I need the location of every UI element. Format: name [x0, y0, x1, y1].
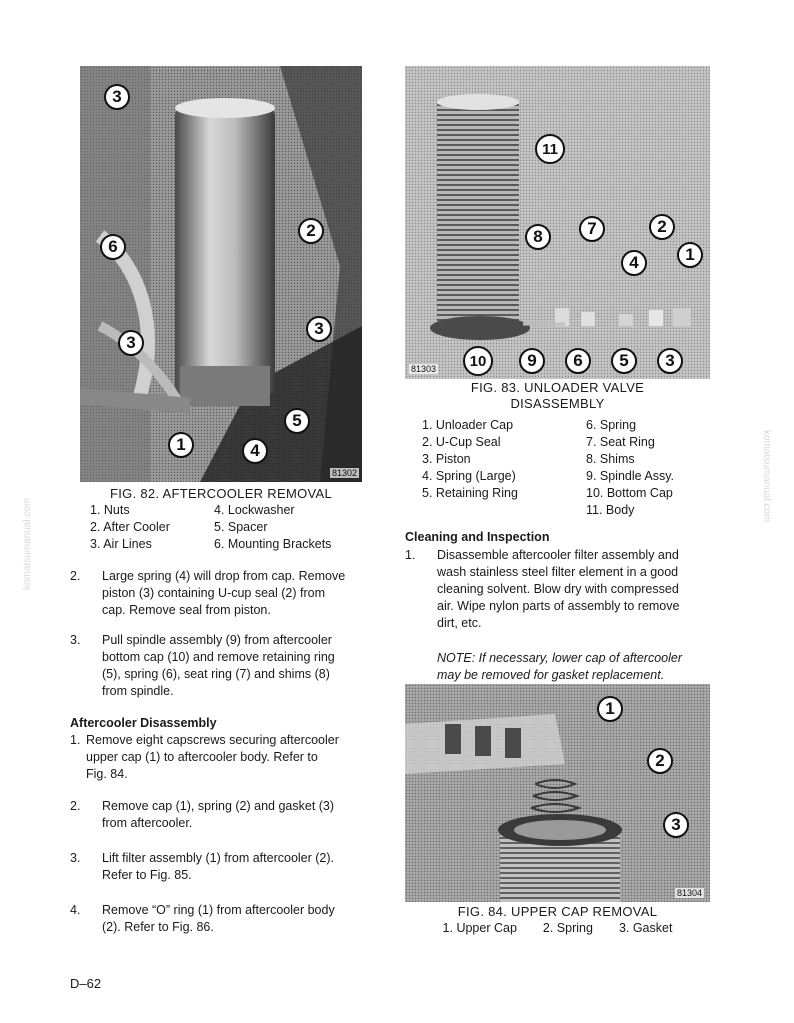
fig83-callout-1: 1 [677, 242, 703, 268]
legend-item: 10. Bottom Cap [586, 486, 673, 500]
legend-item: 2. U-Cup Seal [422, 435, 501, 449]
fig82-caption: FIG. 82. AFTERCOOLER REMOVAL [110, 486, 332, 501]
fig83-callout-4: 4 [621, 250, 647, 276]
watermark-left: komatsumanual.com [22, 497, 33, 590]
fig84-callout-1: 1 [597, 696, 623, 722]
page-number: D–62 [70, 976, 102, 991]
step-3-disassembly [70, 850, 380, 886]
step-2-left [70, 568, 380, 620]
fig82-callout-3-right: 3 [306, 316, 332, 342]
fig83-callout-11: 11 [535, 134, 565, 164]
fig84-illustration [405, 684, 710, 902]
step-number: 1. [70, 733, 81, 747]
legend-item: 5. Spacer [214, 520, 268, 534]
fig82-photo-id: 81302 [332, 468, 358, 478]
step-text: Remove cap (1), spring (2) and gasket (3) from aftercooler. [102, 799, 335, 830]
step-4-disassembly [70, 902, 380, 938]
fig82-illustration [80, 66, 362, 482]
fig84-legend [405, 920, 710, 937]
fig83-callout-2: 2 [649, 214, 675, 240]
step-number: 3. [70, 633, 81, 647]
step-text: Disassemble aftercooler filter assembly and wash stainless steel filter element in a good cleaning solvent. Blow dry with compressed air. Wipe nylon parts of assembly to remove dirt, etc. [437, 548, 680, 630]
legend-item: 5. Retaining Ring [422, 486, 518, 500]
legend-item: 4. Lockwasher [214, 503, 295, 517]
fig82-callout-1: 1 [168, 432, 194, 458]
fig83-callout-10: 10 [463, 346, 493, 376]
fig83-callout-9: 9 [519, 348, 545, 374]
step-number: 4. [70, 903, 81, 917]
fig83-callout-6: 6 [565, 348, 591, 374]
legend-item: 1. Upper Cap [442, 921, 517, 935]
fig82-callout-6: 6 [100, 234, 126, 260]
fig84-photo [405, 684, 710, 902]
legend-item: 6. Mounting Brackets [214, 537, 332, 551]
legend-item: 11. Body [586, 503, 635, 517]
fig83-caption: FIG. 83. UNLOADER VALVE DISASSEMBLY [470, 380, 645, 411]
legend-item: 4. Spring (Large) [422, 469, 516, 483]
fig83-legend-left [422, 417, 518, 502]
fig82-callout-2: 2 [298, 218, 324, 244]
step-text: Remove eight capscrews securing aftercooler upper cap (1) to aftercooler body. Refer to Fig. 84. [86, 733, 339, 781]
fig83-photo-id: 81303 [411, 364, 437, 374]
fig82-callout-3-top: 3 [104, 84, 130, 110]
step-text: Lift filter assembly (1) from aftercooler (2). Refer to Fig. 85. [102, 851, 335, 882]
fig84-callout-2: 2 [647, 748, 673, 774]
section-title-aftercooler-disassembly: Aftercooler Disassembly [70, 716, 217, 730]
step-number: 2. [70, 799, 81, 813]
legend-item: 2. After Cooler [90, 520, 170, 534]
fig84-photo-id: 81304 [677, 888, 703, 898]
step-number: 1. [405, 548, 416, 562]
step-number: 3. [70, 851, 81, 865]
fig83-photo [405, 66, 710, 379]
fig83-callout-3: 3 [657, 348, 683, 374]
legend-item: 3. Gasket [618, 921, 673, 935]
step-3-left [70, 632, 380, 702]
step-2-disassembly [70, 798, 380, 834]
fig82-callout-4: 4 [242, 438, 268, 464]
fig82-legend-right [214, 502, 331, 553]
fig84-callout-3: 3 [663, 812, 689, 838]
step-number: 2. [70, 569, 81, 583]
legend-item: 3. Air Lines [90, 537, 152, 551]
note-lower-cap: NOTE: If necessary, lower cap of aftercooler may be removed for gasket replacement. [437, 651, 683, 682]
fig82-callout-5: 5 [284, 408, 310, 434]
fig83-callout-7: 7 [579, 216, 605, 242]
fig82-photo [80, 66, 362, 482]
fig83-legend-right [586, 417, 674, 519]
step-text: Large spring (4) will drop from cap. Remove piston (3) containing U-cup seal (2) from cap. Remove seal from piston. [102, 569, 346, 617]
fig83-callout-8: 8 [525, 224, 551, 250]
step-text: Pull spindle assembly (9) from aftercooler bottom cap (10) and remove retaining ring (5), spring (6), seat ring (7) and shims (8) from spindle. [102, 633, 335, 698]
step-text: Remove “O” ring (1) from aftercooler body (2). Refer to Fig. 86. [102, 903, 335, 934]
legend-item: 9. Spindle Assy. [586, 469, 675, 483]
legend-item: 7. Seat Ring [586, 435, 655, 449]
watermark-right: komatsumanual.com [761, 430, 772, 523]
fig82-legend-left [90, 502, 170, 553]
section-title-cleaning-inspection: Cleaning and Inspection [405, 530, 550, 544]
step-1-cleaning [405, 547, 715, 635]
legend-item: 8. Shims [586, 452, 635, 466]
fig84-caption: FIG. 84. UPPER CAP REMOVAL [457, 904, 658, 919]
legend-item: 1. Nuts [90, 503, 130, 517]
legend-item: 6. Spring [586, 418, 637, 432]
legend-item: 1. Unloader Cap [422, 418, 514, 432]
legend-item: 3. Piston [422, 452, 471, 466]
step-1-disassembly [70, 732, 380, 784]
fig83-callout-5: 5 [611, 348, 637, 374]
legend-item: 2. Spring [542, 921, 593, 935]
fig82-callout-3-left: 3 [118, 330, 144, 356]
